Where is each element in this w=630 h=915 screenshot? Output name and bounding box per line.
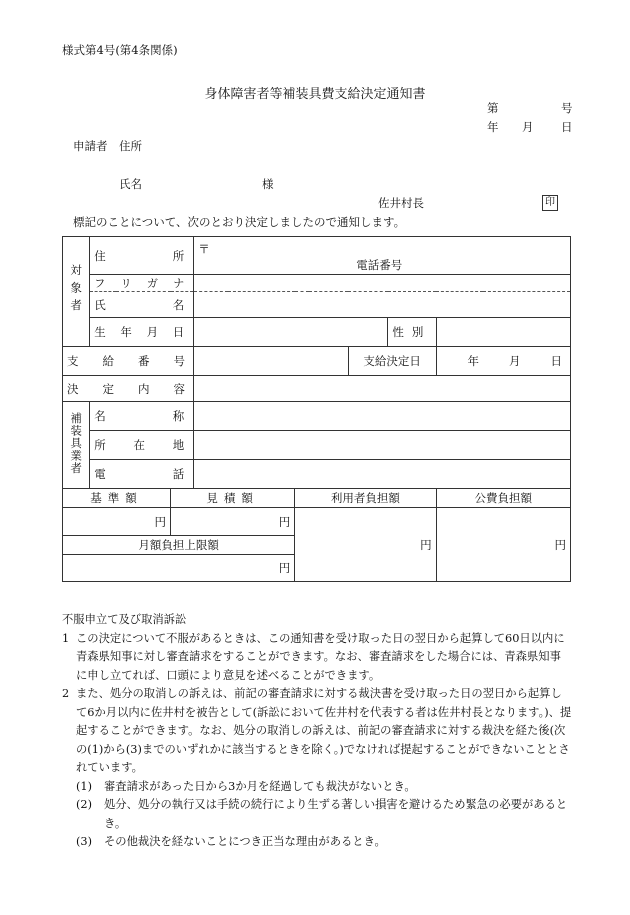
furigana-label: フ リ ガ ナ: [90, 275, 194, 292]
vendor-name-label: 名 称: [90, 402, 194, 431]
public-burden-field[interactable]: 円: [436, 508, 570, 582]
decision-date-field[interactable]: 年 月 日: [436, 347, 570, 376]
applicant-name-label: 氏名: [119, 177, 142, 191]
name-label: 氏 名: [90, 292, 194, 318]
intro-text: 標記のことについて、次のとおり決定しましたので通知します。: [73, 215, 406, 229]
name-field[interactable]: [194, 292, 571, 318]
seal-icon: 印: [542, 195, 558, 211]
appeal-notes: [62, 611, 572, 852]
number-dai: 第: [487, 101, 499, 115]
phone-number-label: 電話番号: [356, 258, 403, 272]
monthly-cap-field[interactable]: 円: [63, 555, 295, 582]
appeal-item-2: 2 また、処分の取消しの訴えは、前記の審査請求に対する裁決書を受け取った日の翌日から起算して6か月以内に佐井村を被告として(訴訟において佐井村を代表する者は佐井村長となります。)、提起することができます。なお、処分の取消しの訴えは、前記の審査請求に対する裁決を経た後(次の(1)から(3)までのいずれかに該当するときを除く。)でなければ提起することができないこととされています。: [62, 687, 572, 774]
date-day: 日: [561, 120, 573, 134]
birthdate-label: 生 年 月 日: [90, 318, 194, 347]
vendor-phone-field[interactable]: [194, 460, 571, 489]
payment-number-field[interactable]: [194, 347, 348, 376]
appeal-heading: 不服申立て及び取消訴訟: [62, 613, 187, 626]
vendor-group-label: 補装具業者: [63, 402, 90, 489]
address-label: 住 所: [90, 237, 194, 275]
sex-field[interactable]: [436, 318, 570, 347]
applicant-address-label: 住所: [119, 139, 142, 153]
public-burden-header: 公費負担額: [436, 489, 570, 508]
decision-table: [62, 236, 571, 582]
standard-amount-field[interactable]: 円: [63, 508, 171, 536]
appeal-item-1: 1 この決定について不服があるときは、この通知書を受け取った日の翌日から起算して60日以内に青森県知事に対し審査請求をすることができます。なお、審査請求をした場合には、青森県知事に申し立てれば、口頭により意見を述べることができます。: [62, 631, 565, 682]
appeal-subitem-1: (1) 審査請求があった日から3か月を経過しても裁決がないとき。: [76, 779, 416, 793]
estimate-amount-header: 見積額: [171, 489, 295, 508]
form-label: 様式第4号(第4条関係): [62, 43, 178, 57]
appeal-subitem-2: (2) 処分、処分の執行又は手続の続行により生ずる著しい損害を避けるため緊急の必要があるとき。: [76, 798, 568, 830]
sex-label: 性別: [388, 318, 436, 347]
vendor-location-field[interactable]: [194, 431, 571, 460]
user-burden-field[interactable]: 円: [295, 508, 436, 582]
standard-amount-header: 基準額: [63, 489, 171, 508]
date-month: 月: [522, 120, 534, 134]
decision-content-field[interactable]: [194, 376, 571, 402]
honorific: 様: [262, 177, 274, 191]
applicant-label: 申請者: [73, 139, 108, 153]
payment-number-label: 支 給 番 号: [63, 347, 194, 376]
issuer: 佐井村長: [378, 196, 424, 210]
date-year: 年: [487, 120, 499, 134]
estimate-amount-field[interactable]: 円: [171, 508, 295, 536]
address-field[interactable]: [194, 237, 571, 275]
birthdate-field[interactable]: [194, 318, 388, 347]
postal-mark: 〒: [198, 242, 210, 256]
vendor-location-label: 所 在 地: [90, 431, 194, 460]
monthly-cap-label: 月額負担上限額: [63, 536, 295, 555]
number-go: 号: [561, 101, 573, 115]
appeal-subitem-3: (3) その他裁決を経ないことにつき正当な理由があるとき。: [76, 835, 386, 848]
target-group-label: 対象者: [63, 237, 90, 347]
vendor-name-field[interactable]: [194, 402, 571, 431]
seal-mark: [542, 194, 558, 211]
decision-content-label: 決 定 内 容: [63, 376, 194, 402]
decision-date-label: 支給決定日: [348, 347, 436, 376]
furigana-field[interactable]: [194, 275, 571, 292]
document-title: 身体障害者等補装具費支給決定通知書: [204, 87, 426, 102]
user-burden-header: 利用者負担額: [295, 489, 436, 508]
vendor-phone-label: 電 話: [90, 460, 194, 489]
